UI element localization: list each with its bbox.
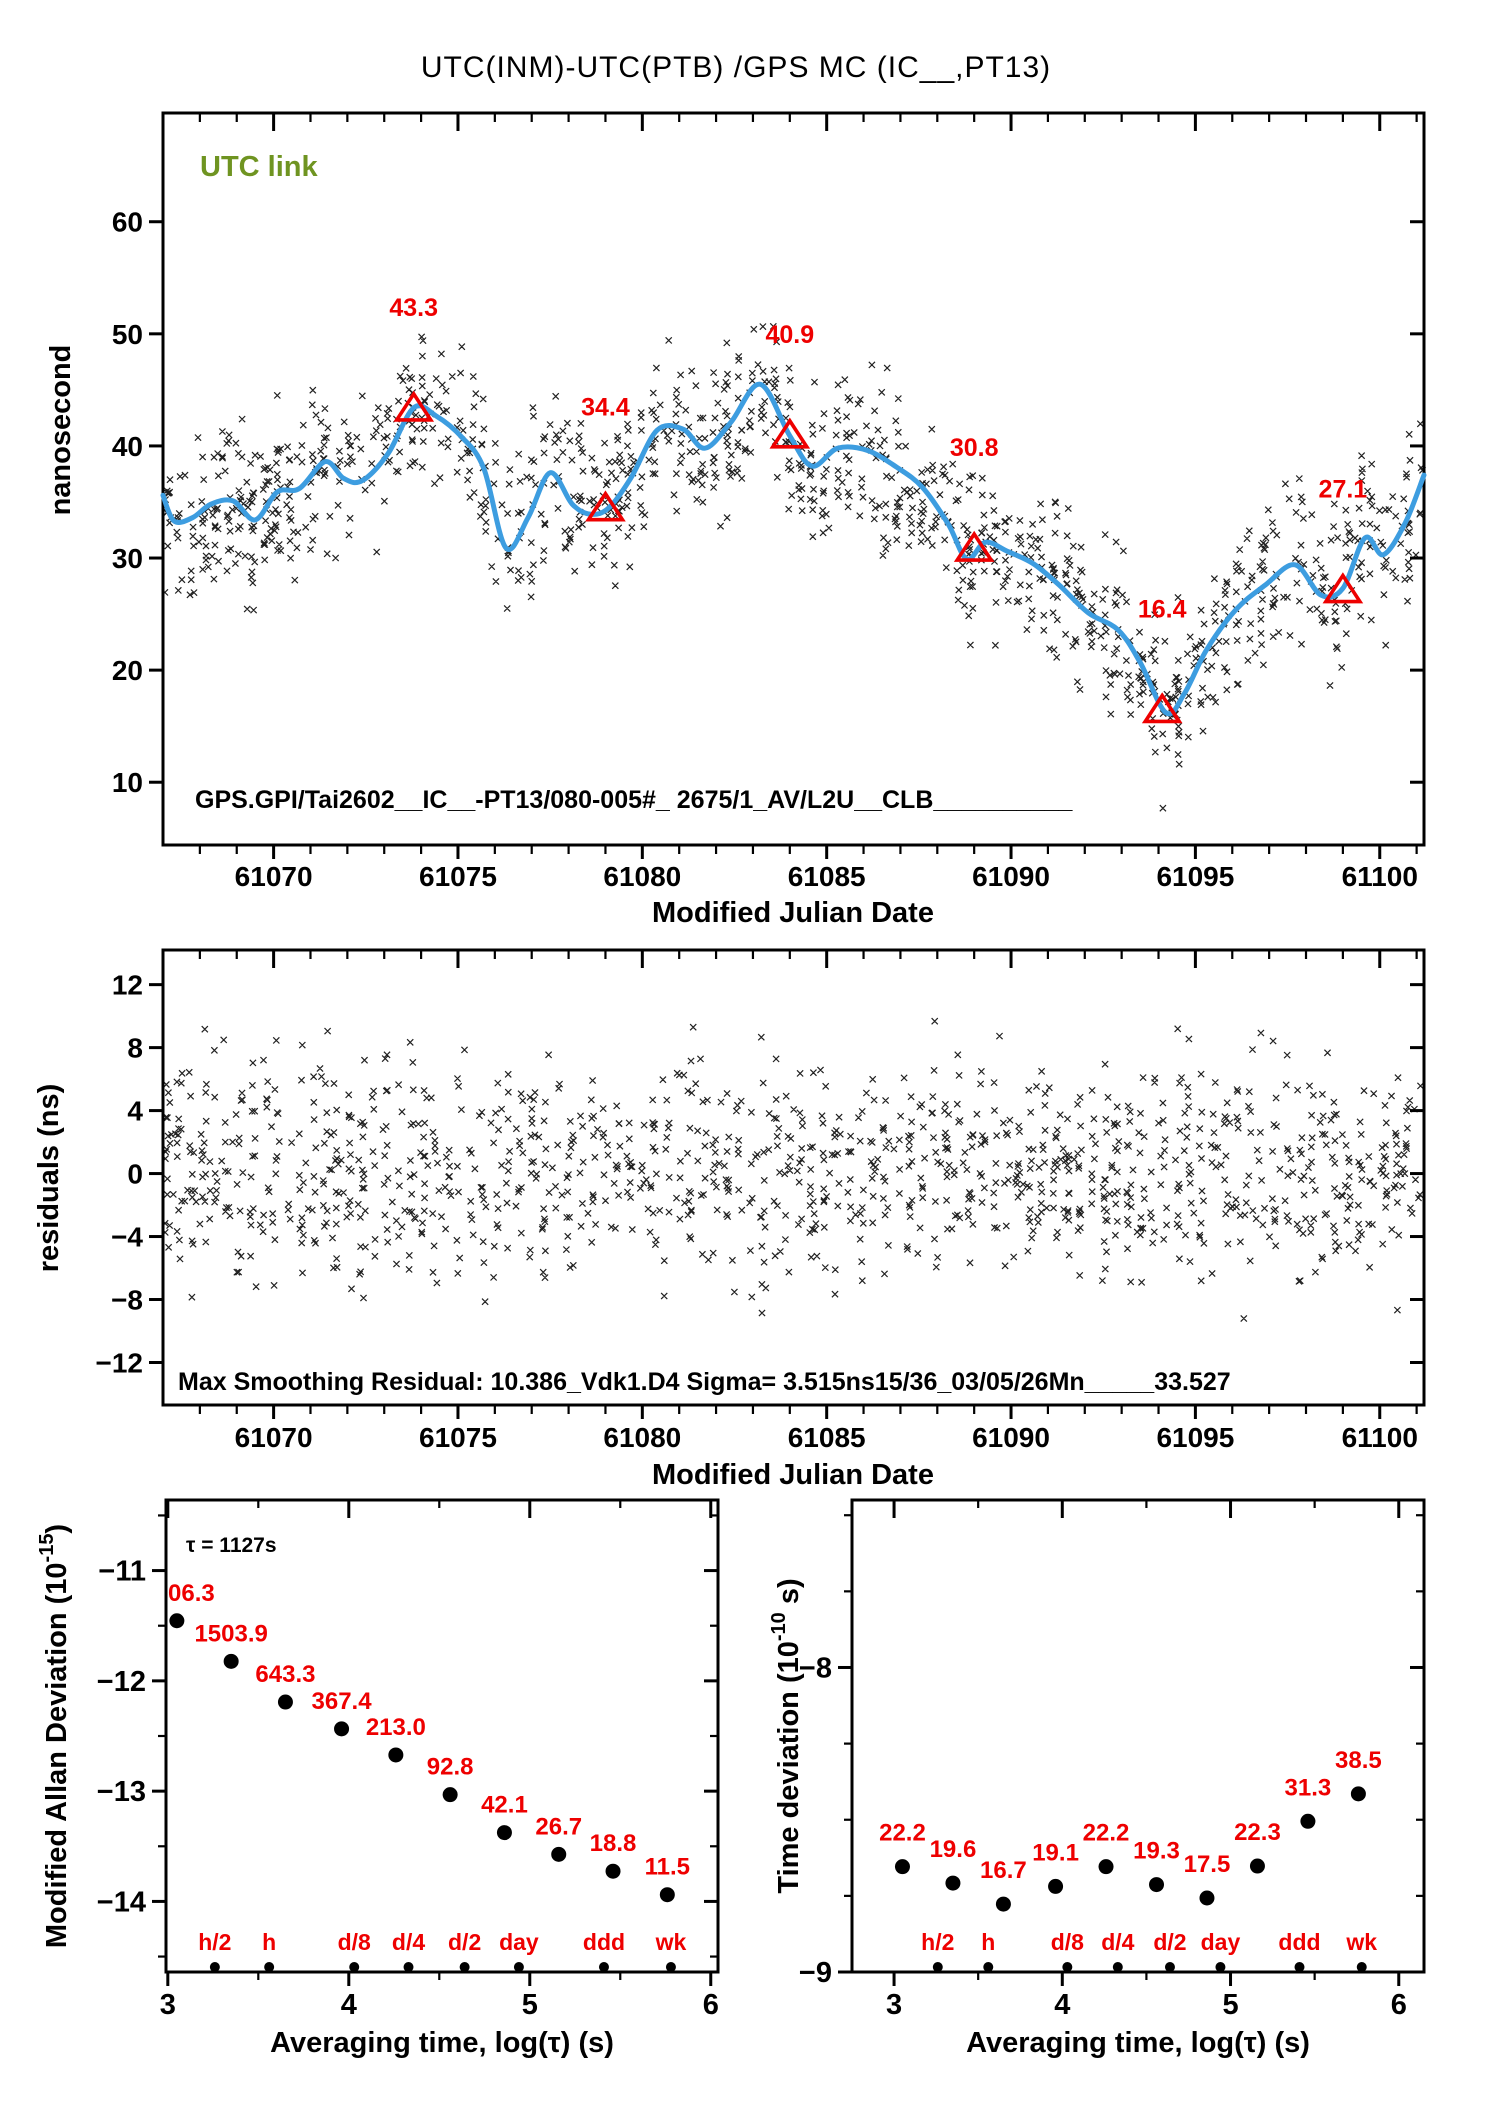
y-tick-label: −11 bbox=[98, 1555, 146, 1588]
x-tick-label: 61080 bbox=[603, 1422, 682, 1453]
tau-marker-label: wk bbox=[1346, 1929, 1378, 1955]
deviation-point-value: 367.4 bbox=[311, 1687, 372, 1715]
x-tick-label: 5 bbox=[521, 1989, 538, 2021]
y-tick-label: 10 bbox=[111, 767, 143, 799]
deviation-point bbox=[497, 1825, 512, 1840]
deviation-point-value: 38.5 bbox=[1335, 1746, 1382, 1774]
y-tick-label: 50 bbox=[111, 318, 143, 350]
deviation-point-value: 643.3 bbox=[255, 1661, 316, 1689]
panel1-xaxis-label: Modified Julian Date bbox=[652, 897, 934, 929]
tau-marker-label: day bbox=[499, 1929, 539, 1955]
tau-marker-dot bbox=[599, 1962, 609, 1972]
x-tick-label: 3 bbox=[885, 1989, 903, 2021]
deviation-point-value: 22.3 bbox=[1234, 1819, 1281, 1847]
panel1-inner-caption: GPS.GPI/Tai2602__IC__-PT13/080-005#_ 2675/1_AV/L2U__CLB__________ bbox=[195, 786, 1073, 814]
x-tick-label: 4 bbox=[1054, 1989, 1071, 2021]
y-tick-label: 8 bbox=[127, 1032, 143, 1064]
y-tick-label: 4 bbox=[127, 1095, 143, 1127]
plot-frame bbox=[163, 113, 1424, 845]
panel2-inner-caption: Max Smoothing Residual: 10.386_Vdk1.D4 Sigma= 3.515ns15/36_03/05/26Mn_____33.527 bbox=[178, 1368, 1231, 1396]
deviation-point bbox=[278, 1695, 293, 1710]
deviation-point bbox=[388, 1747, 403, 1762]
deviation-point bbox=[1351, 1786, 1366, 1801]
deviation-point-value: 16.7 bbox=[980, 1857, 1027, 1885]
highlight-marker-value: 34.4 bbox=[581, 393, 630, 422]
tau-marker-label: d/8 bbox=[1050, 1929, 1084, 1955]
highlight-marker-value: 43.3 bbox=[389, 293, 439, 322]
tau-marker-label: ddd bbox=[582, 1929, 626, 1955]
deviation-point bbox=[1149, 1877, 1164, 1892]
deviation-point-value: 17.5 bbox=[1183, 1851, 1231, 1879]
deviation-point bbox=[1048, 1879, 1063, 1894]
tau-marker-dot bbox=[210, 1962, 220, 1972]
deviation-point-value: 26.7 bbox=[535, 1813, 583, 1841]
deviation-point-value: 19.3 bbox=[1133, 1837, 1180, 1865]
tau-marker-label: wk bbox=[655, 1929, 687, 1955]
panel2-xaxis-label: Modified Julian Date bbox=[652, 1459, 934, 1491]
tau-marker-label: h bbox=[262, 1929, 277, 1955]
x-tick-label: 61070 bbox=[234, 861, 313, 892]
x-tick-label: 61100 bbox=[1341, 1422, 1418, 1453]
y-tick-label: −14 bbox=[96, 1886, 146, 1919]
tau-marker-dot bbox=[1295, 1962, 1305, 1972]
y-tick-label: 60 bbox=[111, 206, 143, 238]
tau-marker-dot bbox=[514, 1962, 524, 1972]
deviation-point bbox=[945, 1876, 960, 1891]
panel1-yaxis-label: nanosecond bbox=[45, 344, 77, 516]
x-tick-label: 61095 bbox=[1156, 1422, 1235, 1453]
scatter-points bbox=[162, 1018, 1424, 1322]
deviation-point bbox=[1199, 1891, 1214, 1906]
deviation-point-value: 22.2 bbox=[1082, 1819, 1130, 1847]
x-tick-label: 61090 bbox=[972, 1422, 1050, 1453]
deviation-point bbox=[551, 1847, 566, 1862]
y-tick-label: 30 bbox=[111, 543, 143, 575]
deviation-point-value: 42.1 bbox=[481, 1791, 528, 1819]
x-tick-label: 3 bbox=[159, 1989, 176, 2021]
deviation-point bbox=[895, 1859, 910, 1874]
tau-marker-dot bbox=[460, 1962, 470, 1972]
panel2-yaxis-label: residuals (ns) bbox=[33, 1083, 65, 1273]
highlight-marker-value: 30.8 bbox=[949, 434, 999, 463]
tau-marker-label: ddd bbox=[1278, 1929, 1321, 1955]
tau-marker-label: h bbox=[981, 1929, 996, 1955]
tau-marker-label: d/2 bbox=[1153, 1929, 1187, 1955]
tau-marker-label: d/8 bbox=[337, 1929, 371, 1955]
tau-marker-dot bbox=[1357, 1962, 1367, 1972]
y-tick-label: −12 bbox=[96, 1665, 146, 1698]
y-tick-label: −8 bbox=[111, 1284, 143, 1316]
y-tick-label: 20 bbox=[111, 655, 143, 687]
tau-marker-label: d/4 bbox=[1101, 1929, 1135, 1955]
tau-marker-dot bbox=[1062, 1962, 1072, 1972]
x-tick-label: 61075 bbox=[419, 1422, 497, 1453]
scatter-points bbox=[162, 320, 1426, 811]
tau-marker-dot bbox=[666, 1962, 676, 1972]
y-tick-label: −9 bbox=[798, 1957, 832, 1989]
mdev-panel bbox=[36, 1500, 719, 2021]
tau-marker-label: d/4 bbox=[391, 1929, 426, 1955]
dynamic-chart-layer bbox=[36, 113, 1426, 2021]
x-tick-label: 6 bbox=[702, 1989, 719, 2021]
y-tick-label: 12 bbox=[111, 969, 143, 1001]
deviation-point bbox=[1250, 1859, 1265, 1874]
utc-link-label: UTC link bbox=[200, 151, 318, 183]
panel3-tau-annotation: τ = 1127s bbox=[186, 1534, 277, 1557]
deviation-point-value: 31.3 bbox=[1284, 1774, 1332, 1802]
x-tick-label: 4 bbox=[340, 1989, 357, 2021]
panel3-xaxis-label: Averaging time, log(τ) (s) bbox=[270, 2027, 614, 2059]
deviation-point bbox=[1099, 1859, 1114, 1874]
highlight-marker-value: 40.9 bbox=[765, 320, 815, 349]
figure-title: UTC(INM)-UTC(PTB) /GPS MC (IC__,PT13) bbox=[420, 51, 1052, 84]
deviation-point-value: 19.1 bbox=[1032, 1839, 1079, 1867]
deviation-point-value: 1503.9 bbox=[194, 1620, 268, 1648]
smoothing-line bbox=[163, 384, 1424, 714]
tau-marker-dot bbox=[1165, 1962, 1175, 1972]
tau-marker-dot bbox=[404, 1962, 414, 1972]
x-tick-label: 61100 bbox=[1341, 861, 1418, 892]
x-tick-label: 61085 bbox=[787, 1422, 866, 1453]
deviation-point bbox=[334, 1721, 349, 1736]
tau-marker-label: d/2 bbox=[448, 1929, 482, 1955]
y-tick-label: −4 bbox=[111, 1221, 143, 1253]
x-tick-label: 6 bbox=[1390, 1989, 1407, 2021]
highlight-marker-value: 27.1 bbox=[1318, 475, 1368, 504]
tau-marker-dot bbox=[349, 1962, 359, 1972]
plot-frame bbox=[166, 1500, 718, 1972]
deviation-point-value: 06.3 bbox=[168, 1579, 215, 1607]
y-tick-label: 40 bbox=[111, 430, 143, 462]
y-tick-label: −8 bbox=[798, 1652, 832, 1685]
panel4-xaxis-label: Averaging time, log(τ) (s) bbox=[966, 2027, 1310, 2059]
tau-marker-label: day bbox=[1200, 1929, 1241, 1955]
deviation-point bbox=[1300, 1814, 1315, 1829]
deviation-point bbox=[224, 1654, 239, 1669]
deviation-point-value: 11.5 bbox=[644, 1853, 691, 1881]
x-tick-label: 5 bbox=[1222, 1989, 1239, 2021]
y-tick-label: −12 bbox=[95, 1347, 143, 1379]
y-tick-label: −13 bbox=[96, 1776, 146, 1809]
deviation-point-value: 22.2 bbox=[879, 1819, 926, 1847]
x-tick-label: 61070 bbox=[234, 1422, 313, 1453]
deviation-point-value: 92.8 bbox=[426, 1753, 474, 1781]
deviation-point-value: 19.6 bbox=[929, 1836, 977, 1864]
deviation-point bbox=[169, 1613, 184, 1628]
deviation-point-value: 18.8 bbox=[589, 1830, 637, 1858]
deviation-point bbox=[606, 1864, 621, 1879]
plot-frame bbox=[163, 950, 1424, 1405]
x-tick-label: 61095 bbox=[1156, 861, 1235, 892]
y-axis-label: Time deviation ($10^{-10}$ s) bbox=[768, 1578, 805, 1894]
x-tick-label: 61090 bbox=[972, 861, 1050, 892]
x-tick-label: 61075 bbox=[419, 861, 497, 892]
tau-marker-label: h/2 bbox=[198, 1929, 232, 1955]
tau-marker-dot bbox=[1113, 1962, 1123, 1972]
y-tick-label: 0 bbox=[127, 1158, 143, 1190]
tdev-panel bbox=[768, 1500, 1424, 2021]
tau-marker-dot bbox=[983, 1962, 993, 1972]
time-link-panel bbox=[112, 113, 1426, 892]
deviation-point bbox=[660, 1887, 675, 1902]
tau-marker-dot bbox=[1215, 1962, 1225, 1972]
x-tick-label: 61085 bbox=[787, 861, 866, 892]
tau-marker-dot bbox=[933, 1962, 943, 1972]
tau-marker-dot bbox=[264, 1962, 274, 1972]
highlight-marker-value: 16.4 bbox=[1137, 595, 1187, 624]
deviation-point bbox=[443, 1787, 458, 1802]
y-axis-label: Modified Allan Deviation $(10^{-15})$ bbox=[36, 1523, 73, 1949]
plot-frame bbox=[852, 1500, 1424, 1972]
x-tick-label: 61080 bbox=[603, 861, 682, 892]
deviation-point bbox=[996, 1897, 1011, 1912]
deviation-point-value: 213.0 bbox=[365, 1713, 426, 1741]
tau-marker-label: h/2 bbox=[921, 1929, 955, 1955]
